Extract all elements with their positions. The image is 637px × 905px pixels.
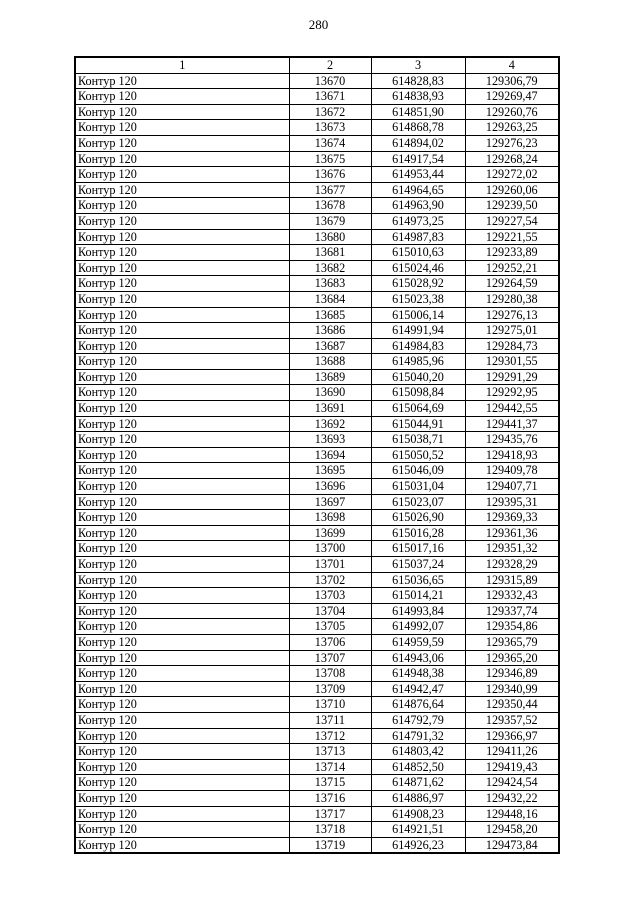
point-number-cell: 13719 — [289, 837, 371, 853]
contour-name-cell: Контур 120 — [75, 120, 289, 136]
y-coordinate-cell: 129268,24 — [465, 151, 559, 167]
contour-name-cell: Контур 120 — [75, 681, 289, 697]
table-row — [75, 354, 559, 370]
contour-name-cell: Контур 120 — [75, 479, 289, 495]
contour-name-cell: Контур 120 — [75, 728, 289, 744]
table-row — [75, 650, 559, 666]
point-number-cell: 13674 — [289, 135, 371, 151]
table-row — [75, 790, 559, 806]
y-coordinate-cell: 129315,89 — [465, 572, 559, 588]
y-coordinate-cell: 129291,29 — [465, 369, 559, 385]
y-coordinate-cell: 129306,79 — [465, 73, 559, 89]
y-coordinate-cell: 129354,86 — [465, 619, 559, 635]
table-row — [75, 104, 559, 120]
point-number-cell: 13704 — [289, 603, 371, 619]
y-coordinate-cell: 129365,79 — [465, 634, 559, 650]
contour-name-cell: Контур 120 — [75, 213, 289, 229]
table-row — [75, 213, 559, 229]
contour-name-cell: Контур 120 — [75, 447, 289, 463]
point-number-cell: 13707 — [289, 650, 371, 666]
table-row — [75, 681, 559, 697]
y-coordinate-cell: 129221,55 — [465, 229, 559, 245]
y-coordinate-cell: 129346,89 — [465, 666, 559, 682]
x-coordinate-cell: 614803,42 — [371, 744, 465, 760]
y-coordinate-cell: 129284,73 — [465, 338, 559, 354]
contour-name-cell: Контур 120 — [75, 557, 289, 573]
table-row — [75, 588, 559, 604]
point-number-cell: 13692 — [289, 416, 371, 432]
contour-name-cell: Контур 120 — [75, 198, 289, 214]
column-header-1: 1 — [75, 57, 289, 73]
y-coordinate-cell: 129411,26 — [465, 744, 559, 760]
point-number-cell: 13710 — [289, 697, 371, 713]
contour-name-cell: Контур 120 — [75, 245, 289, 261]
contour-name-cell: Контур 120 — [75, 806, 289, 822]
x-coordinate-cell: 614993,84 — [371, 603, 465, 619]
column-header-4: 4 — [465, 57, 559, 73]
contour-name-cell: Контур 120 — [75, 650, 289, 666]
contour-name-cell: Контур 120 — [75, 744, 289, 760]
contour-name-cell: Контур 120 — [75, 167, 289, 183]
contour-name-cell: Контур 120 — [75, 73, 289, 89]
point-number-cell: 13673 — [289, 120, 371, 136]
x-coordinate-cell: 614984,83 — [371, 338, 465, 354]
contour-name-cell: Контур 120 — [75, 510, 289, 526]
table-row — [75, 603, 559, 619]
contour-name-cell: Контур 120 — [75, 712, 289, 728]
x-coordinate-cell: 615036,65 — [371, 572, 465, 588]
table-row — [75, 479, 559, 495]
y-coordinate-cell: 129369,33 — [465, 510, 559, 526]
point-number-cell: 13698 — [289, 510, 371, 526]
point-number-cell: 13682 — [289, 260, 371, 276]
table-row — [75, 416, 559, 432]
table-row — [75, 572, 559, 588]
contour-name-cell: Контур 120 — [75, 291, 289, 307]
point-number-cell: 13693 — [289, 432, 371, 448]
point-number-cell: 13695 — [289, 463, 371, 479]
x-coordinate-cell: 615044,91 — [371, 416, 465, 432]
table-header-row — [75, 57, 559, 73]
x-coordinate-cell: 615024,46 — [371, 260, 465, 276]
contour-name-cell: Контур 120 — [75, 759, 289, 775]
x-coordinate-cell: 615010,63 — [371, 245, 465, 261]
point-number-cell: 13709 — [289, 681, 371, 697]
contour-name-cell: Контур 120 — [75, 229, 289, 245]
table-row — [75, 728, 559, 744]
y-coordinate-cell: 129292,95 — [465, 385, 559, 401]
x-coordinate-cell: 614953,44 — [371, 167, 465, 183]
contour-name-cell: Контур 120 — [75, 790, 289, 806]
y-coordinate-cell: 129340,99 — [465, 681, 559, 697]
x-coordinate-cell: 615014,21 — [371, 588, 465, 604]
y-coordinate-cell: 129442,55 — [465, 401, 559, 417]
x-coordinate-cell: 614973,25 — [371, 213, 465, 229]
table-row — [75, 89, 559, 105]
y-coordinate-cell: 129351,32 — [465, 541, 559, 557]
point-number-cell: 13712 — [289, 728, 371, 744]
contour-name-cell: Контур 120 — [75, 432, 289, 448]
y-coordinate-cell: 129332,43 — [465, 588, 559, 604]
table-row — [75, 525, 559, 541]
table-row — [75, 510, 559, 526]
table-row — [75, 276, 559, 292]
x-coordinate-cell: 614992,07 — [371, 619, 465, 635]
table-row — [75, 463, 559, 479]
contour-name-cell: Контур 120 — [75, 494, 289, 510]
table-row — [75, 323, 559, 339]
x-coordinate-cell: 615050,52 — [371, 447, 465, 463]
table-row — [75, 338, 559, 354]
table-row — [75, 806, 559, 822]
x-coordinate-cell: 615040,20 — [371, 369, 465, 385]
y-coordinate-cell: 129227,54 — [465, 213, 559, 229]
y-coordinate-cell: 129260,06 — [465, 182, 559, 198]
contour-name-cell: Контур 120 — [75, 697, 289, 713]
y-coordinate-cell: 129264,59 — [465, 276, 559, 292]
x-coordinate-cell: 614792,79 — [371, 712, 465, 728]
contour-name-cell: Контур 120 — [75, 541, 289, 557]
x-coordinate-cell: 615038,71 — [371, 432, 465, 448]
point-number-cell: 13697 — [289, 494, 371, 510]
x-coordinate-cell: 614851,90 — [371, 104, 465, 120]
y-coordinate-cell: 129473,84 — [465, 837, 559, 853]
contour-name-cell: Контур 120 — [75, 416, 289, 432]
contour-name-cell: Контур 120 — [75, 837, 289, 853]
x-coordinate-cell: 614871,62 — [371, 775, 465, 791]
table-row — [75, 822, 559, 838]
x-coordinate-cell: 615031,04 — [371, 479, 465, 495]
x-coordinate-cell: 614926,23 — [371, 837, 465, 853]
x-coordinate-cell: 615017,16 — [371, 541, 465, 557]
contour-name-cell: Контур 120 — [75, 151, 289, 167]
x-coordinate-cell: 614917,54 — [371, 151, 465, 167]
x-coordinate-cell: 615016,28 — [371, 525, 465, 541]
point-number-cell: 13684 — [289, 291, 371, 307]
table-row — [75, 401, 559, 417]
point-number-cell: 13714 — [289, 759, 371, 775]
table-row — [75, 432, 559, 448]
point-number-cell: 13711 — [289, 712, 371, 728]
column-header-3: 3 — [371, 57, 465, 73]
contour-name-cell: Контур 120 — [75, 603, 289, 619]
y-coordinate-cell: 129418,93 — [465, 447, 559, 463]
x-coordinate-cell: 614828,83 — [371, 73, 465, 89]
x-coordinate-cell: 614894,02 — [371, 135, 465, 151]
contour-name-cell: Контур 120 — [75, 354, 289, 370]
table-row — [75, 260, 559, 276]
table-row — [75, 697, 559, 713]
y-coordinate-cell: 129366,97 — [465, 728, 559, 744]
y-coordinate-cell: 129272,02 — [465, 167, 559, 183]
y-coordinate-cell: 129337,74 — [465, 603, 559, 619]
x-coordinate-cell: 614852,50 — [371, 759, 465, 775]
column-header-2: 2 — [289, 57, 371, 73]
y-coordinate-cell: 129260,76 — [465, 104, 559, 120]
point-number-cell: 13699 — [289, 525, 371, 541]
x-coordinate-cell: 615064,69 — [371, 401, 465, 417]
point-number-cell: 13700 — [289, 541, 371, 557]
x-coordinate-cell: 614908,23 — [371, 806, 465, 822]
x-coordinate-cell: 615098,84 — [371, 385, 465, 401]
point-number-cell: 13718 — [289, 822, 371, 838]
x-coordinate-cell: 615006,14 — [371, 307, 465, 323]
contour-name-cell: Контур 120 — [75, 634, 289, 650]
table-row — [75, 307, 559, 323]
x-coordinate-cell: 614948,38 — [371, 666, 465, 682]
x-coordinate-cell: 614791,32 — [371, 728, 465, 744]
y-coordinate-cell: 129435,76 — [465, 432, 559, 448]
table-row — [75, 759, 559, 775]
y-coordinate-cell: 129365,20 — [465, 650, 559, 666]
point-number-cell: 13679 — [289, 213, 371, 229]
x-coordinate-cell: 614985,96 — [371, 354, 465, 370]
contour-name-cell: Контур 120 — [75, 401, 289, 417]
point-number-cell: 13706 — [289, 634, 371, 650]
point-number-cell: 13705 — [289, 619, 371, 635]
x-coordinate-cell: 614959,59 — [371, 634, 465, 650]
contour-name-cell: Контур 120 — [75, 525, 289, 541]
table-row — [75, 541, 559, 557]
contour-name-cell: Контур 120 — [75, 369, 289, 385]
point-number-cell: 13678 — [289, 198, 371, 214]
table-row — [75, 135, 559, 151]
point-number-cell: 13701 — [289, 557, 371, 573]
contour-name-cell: Контур 120 — [75, 463, 289, 479]
contour-name-cell: Контур 120 — [75, 276, 289, 292]
table-row — [75, 198, 559, 214]
table-row — [75, 494, 559, 510]
coordinates-table-container — [74, 56, 560, 854]
table-row — [75, 744, 559, 760]
x-coordinate-cell: 614868,78 — [371, 120, 465, 136]
point-number-cell: 13675 — [289, 151, 371, 167]
table-row — [75, 73, 559, 89]
x-coordinate-cell: 615028,92 — [371, 276, 465, 292]
point-number-cell: 13676 — [289, 167, 371, 183]
point-number-cell: 13702 — [289, 572, 371, 588]
x-coordinate-cell: 614963,90 — [371, 198, 465, 214]
table-row — [75, 619, 559, 635]
table-row — [75, 837, 559, 853]
point-number-cell: 13670 — [289, 73, 371, 89]
table-row — [75, 369, 559, 385]
x-coordinate-cell: 614943,06 — [371, 650, 465, 666]
y-coordinate-cell: 129357,52 — [465, 712, 559, 728]
point-number-cell: 13688 — [289, 354, 371, 370]
y-coordinate-cell: 129419,43 — [465, 759, 559, 775]
point-number-cell: 13717 — [289, 806, 371, 822]
page-number: 280 — [308, 17, 329, 32]
contour-name-cell: Контур 120 — [75, 588, 289, 604]
point-number-cell: 13680 — [289, 229, 371, 245]
point-number-cell: 13671 — [289, 89, 371, 105]
x-coordinate-cell: 615046,09 — [371, 463, 465, 479]
y-coordinate-cell: 129233,89 — [465, 245, 559, 261]
point-number-cell: 13708 — [289, 666, 371, 682]
table-body — [75, 73, 559, 853]
x-coordinate-cell: 615023,07 — [371, 494, 465, 510]
y-coordinate-cell: 129276,13 — [465, 307, 559, 323]
point-number-cell: 13677 — [289, 182, 371, 198]
y-coordinate-cell: 129458,20 — [465, 822, 559, 838]
x-coordinate-cell: 614886,97 — [371, 790, 465, 806]
table-row — [75, 775, 559, 791]
contour-name-cell: Контур 120 — [75, 323, 289, 339]
x-coordinate-cell: 614964,65 — [371, 182, 465, 198]
table-row — [75, 167, 559, 183]
table-row — [75, 557, 559, 573]
table-row — [75, 182, 559, 198]
x-coordinate-cell: 615037,24 — [371, 557, 465, 573]
point-number-cell: 13672 — [289, 104, 371, 120]
table-row — [75, 120, 559, 136]
y-coordinate-cell: 129263,25 — [465, 120, 559, 136]
y-coordinate-cell: 129269,47 — [465, 89, 559, 105]
point-number-cell: 13686 — [289, 323, 371, 339]
contour-name-cell: Контур 120 — [75, 822, 289, 838]
y-coordinate-cell: 129328,29 — [465, 557, 559, 573]
contour-name-cell: Контур 120 — [75, 666, 289, 682]
x-coordinate-cell: 614876,64 — [371, 697, 465, 713]
point-number-cell: 13703 — [289, 588, 371, 604]
contour-name-cell: Контур 120 — [75, 182, 289, 198]
y-coordinate-cell: 129252,21 — [465, 260, 559, 276]
contour-name-cell: Контур 120 — [75, 135, 289, 151]
x-coordinate-cell: 615023,38 — [371, 291, 465, 307]
point-number-cell: 13685 — [289, 307, 371, 323]
y-coordinate-cell: 129301,55 — [465, 354, 559, 370]
x-coordinate-cell: 615026,90 — [371, 510, 465, 526]
y-coordinate-cell: 129407,71 — [465, 479, 559, 495]
point-number-cell: 13716 — [289, 790, 371, 806]
point-number-cell: 13690 — [289, 385, 371, 401]
y-coordinate-cell: 129448,16 — [465, 806, 559, 822]
contour-name-cell: Контур 120 — [75, 89, 289, 105]
contour-name-cell: Контур 120 — [75, 572, 289, 588]
point-number-cell: 13696 — [289, 479, 371, 495]
x-coordinate-cell: 614921,51 — [371, 822, 465, 838]
point-number-cell: 13683 — [289, 276, 371, 292]
point-number-cell: 13713 — [289, 744, 371, 760]
y-coordinate-cell: 129424,54 — [465, 775, 559, 791]
point-number-cell: 13689 — [289, 369, 371, 385]
x-coordinate-cell: 614838,93 — [371, 89, 465, 105]
y-coordinate-cell: 129280,38 — [465, 291, 559, 307]
y-coordinate-cell: 129239,50 — [465, 198, 559, 214]
contour-name-cell: Контур 120 — [75, 619, 289, 635]
contour-name-cell: Контур 120 — [75, 775, 289, 791]
x-coordinate-cell: 614991,94 — [371, 323, 465, 339]
contour-name-cell: Контур 120 — [75, 385, 289, 401]
y-coordinate-cell: 129432,22 — [465, 790, 559, 806]
y-coordinate-cell: 129275,01 — [465, 323, 559, 339]
table-row — [75, 385, 559, 401]
table-row — [75, 712, 559, 728]
table-row — [75, 291, 559, 307]
point-number-cell: 13691 — [289, 401, 371, 417]
x-coordinate-cell: 614987,83 — [371, 229, 465, 245]
point-number-cell: 13681 — [289, 245, 371, 261]
point-number-cell: 13715 — [289, 775, 371, 791]
point-number-cell: 13687 — [289, 338, 371, 354]
table-row — [75, 666, 559, 682]
table-row — [75, 151, 559, 167]
coordinates-table — [74, 56, 560, 854]
contour-name-cell: Контур 120 — [75, 307, 289, 323]
table-row — [75, 229, 559, 245]
y-coordinate-cell: 129361,36 — [465, 525, 559, 541]
point-number-cell: 13694 — [289, 447, 371, 463]
y-coordinate-cell: 129350,44 — [465, 697, 559, 713]
y-coordinate-cell: 129409,78 — [465, 463, 559, 479]
y-coordinate-cell: 129395,31 — [465, 494, 559, 510]
x-coordinate-cell: 614942,47 — [371, 681, 465, 697]
table-row — [75, 634, 559, 650]
contour-name-cell: Контур 120 — [75, 338, 289, 354]
contour-name-cell: Контур 120 — [75, 104, 289, 120]
contour-name-cell: Контур 120 — [75, 260, 289, 276]
y-coordinate-cell: 129441,37 — [465, 416, 559, 432]
table-row — [75, 447, 559, 463]
table-row — [75, 245, 559, 261]
y-coordinate-cell: 129276,23 — [465, 135, 559, 151]
